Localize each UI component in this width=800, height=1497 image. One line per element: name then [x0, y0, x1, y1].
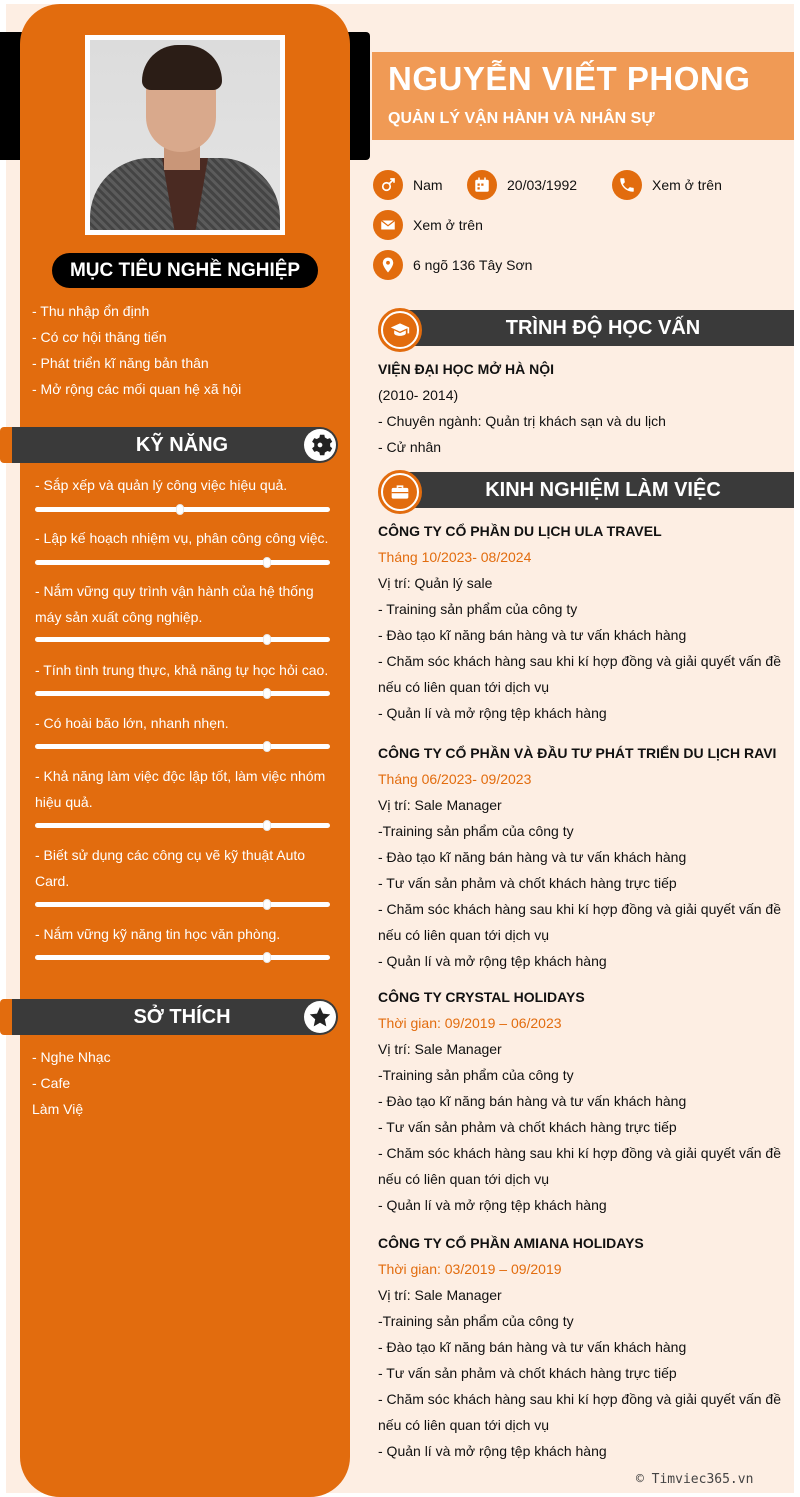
skill-level-knob [263, 741, 271, 752]
list-item: - Thu nhập ổn định [32, 303, 150, 319]
job-line: -Training sản phẩm của công ty [378, 1067, 574, 1083]
job-line: Vị trí: Sale Manager [378, 1041, 502, 1057]
list-item: - Cafe [32, 1075, 71, 1091]
job-date: Thời gian: 03/2019 – 09/2019 [378, 1261, 562, 1277]
job-line: - Quản lí và mở rộng tệp khách hàng [378, 953, 607, 969]
skill-level-knob [263, 952, 271, 963]
star-icon [304, 1001, 336, 1033]
job-line: - Đào tạo kĩ năng bán hàng và tư vấn khách hàng [378, 1093, 687, 1109]
job-line: - Quản lí và mở rộng tệp khách hàng [378, 1443, 607, 1459]
graduation-cap-icon [383, 313, 417, 347]
job-line: - Đào tạo kĩ năng bán hàng và tư vấn khách hàng [378, 627, 687, 643]
gender-info [373, 170, 443, 200]
list-item: - Mở rộng các mối quan hệ xã hội [32, 381, 242, 397]
hobbies-header [12, 999, 338, 1035]
address-text: 6 ngõ 136 Tây Sơn [413, 257, 533, 273]
calendar-icon [467, 170, 497, 200]
skill-text: - Có hoài bão lớn, nhanh nhẹn. [35, 715, 229, 731]
skill-text: - Nắm vững quy trình vận hành của hệ thống máy sản xuất công nghiệp. [35, 583, 314, 625]
skill-text: - Biết sử dụng các công cụ vẽ kỹ thuật Auto Card. [35, 847, 306, 889]
job-entry [378, 984, 788, 1218]
skill-level-knob [263, 557, 271, 568]
job-line: - Training sản phẩm của công ty [378, 601, 578, 617]
gender-icon [373, 170, 403, 200]
job-line: - Tư vấn sản phảm và chốt khách hàng trực tiếp [378, 1119, 677, 1135]
skill-text: - Lập kế hoạch nhiệm vụ, phân công công việc. [35, 530, 329, 546]
skill-level-bar [35, 507, 330, 512]
location-pin-icon [373, 250, 403, 280]
experience-title: KINH NGHIỆM LÀM VIỆC [485, 479, 721, 501]
email-text: Xem ở trên [413, 217, 483, 233]
skill-level-knob [263, 634, 271, 645]
birthday-text: 20/03/1992 [507, 177, 578, 193]
full-name: NGUYỄN VIẾT PHONG [388, 60, 751, 97]
skill-text: - Khả năng làm việc độc lập tốt, làm việc nhóm hiệu quả. [35, 768, 326, 810]
address-info [373, 250, 532, 280]
hobbies-list [32, 1044, 111, 1122]
footer-watermark: © Timviec365.vn [636, 1472, 754, 1487]
skill-level-bar [35, 823, 330, 828]
company-name: CÔNG TY CỔ PHẦN VÀ ĐẦU TƯ PHÁT TRIỂN DU LỊCH RAVI [378, 745, 777, 761]
education-line: - Chuyên ngành: Quản trị khách sạn và du lịch [378, 413, 666, 429]
job-line: Vị trí: Quản lý sale [378, 575, 493, 591]
list-item: - Có cơ hội thăng tiến [32, 329, 167, 345]
skill-level-knob [176, 504, 184, 515]
skill-text: - Nắm vững kỹ năng tin học văn phòng. [35, 926, 281, 942]
job-date: Tháng 10/2023- 08/2024 [378, 549, 532, 565]
header-box [372, 52, 794, 140]
education-line: - Cử nhân [378, 439, 442, 455]
list-item: - Phát triển kĩ năng bản thân [32, 355, 209, 371]
phone-text: Xem ở trên [652, 177, 722, 193]
school-years: (2010- 2014) [378, 387, 459, 403]
job-line: -Training sản phẩm của công ty [378, 1313, 574, 1329]
job-line: - Quản lí và mở rộng tệp khách hàng [378, 705, 607, 721]
job-date: Tháng 06/2023- 09/2023 [378, 771, 532, 787]
company-name: CÔNG TY CRYSTAL HOLIDAYS [378, 989, 585, 1005]
list-item: Làm Việ [32, 1101, 84, 1117]
skill-level-bar [35, 637, 330, 642]
company-name: CÔNG TY CỔ PHẦN AMIANA HOLIDAYS [378, 1235, 644, 1251]
objective-list [32, 298, 241, 402]
job-line: - Đào tạo kĩ năng bán hàng và tư vấn khách hàng [378, 849, 687, 865]
school-name: VIỆN ĐẠI HỌC MỞ HÀ NỘI [378, 361, 555, 377]
phone-icon [612, 170, 642, 200]
job-line: - Quản lí và mở rộng tệp khách hàng [378, 1197, 607, 1213]
skill-level-bar [35, 744, 330, 749]
job-line: -Training sản phẩm của công ty [378, 823, 574, 839]
job-entry [378, 740, 788, 974]
experience-header [378, 470, 794, 508]
skills-header [12, 427, 338, 463]
job-line: - Chăm sóc khách hàng sau khi kí hợp đồng và giải quyết vấn đề nếu có liên quan tới dịch vụ [378, 653, 781, 695]
education-title: TRÌNH ĐỘ HỌC VẤN [505, 317, 701, 339]
skill-level-knob [263, 899, 271, 910]
job-title: QUẢN LÝ VẬN HÀNH VÀ NHÂN SỰ [388, 110, 655, 127]
job-date: Thời gian: 09/2019 – 06/2023 [378, 1015, 562, 1031]
email-info [373, 210, 483, 240]
job-line: - Đào tạo kĩ năng bán hàng và tư vấn khách hàng [378, 1339, 687, 1355]
skill-level-bar [35, 691, 330, 696]
profile-photo [90, 40, 280, 230]
hobbies-title: SỞ THÍCH [133, 1006, 231, 1028]
mail-icon [373, 210, 403, 240]
gear-icon [304, 429, 336, 461]
job-line: - Tư vấn sản phảm và chốt khách hàng trực tiếp [378, 875, 677, 891]
birthday-info [467, 170, 577, 200]
skill-level-knob [263, 688, 271, 699]
objective-title: MỤC TIÊU NGHỀ NGHIỆP [52, 253, 318, 288]
company-name: CÔNG TY CỔ PHẦN DU LỊCH ULA TRAVEL [378, 523, 662, 539]
skill-text: - Tính tình trung thực, khả năng tự học hỏi cao. [35, 662, 329, 678]
list-item: - Nghe Nhạc [32, 1049, 111, 1065]
job-entry [378, 1230, 788, 1464]
job-line: - Tư vấn sản phảm và chốt khách hàng trực tiếp [378, 1365, 677, 1381]
education-header [378, 308, 794, 346]
phone-info [612, 170, 722, 200]
skills-title: KỸ NĂNG [135, 434, 229, 456]
education-content [378, 356, 788, 460]
job-line: Vị trí: Sale Manager [378, 1287, 502, 1303]
job-line: - Chăm sóc khách hàng sau khi kí hợp đồng và giải quyết vấn đề nếu có liên quan tới dịch vụ [378, 901, 781, 943]
job-entry [378, 518, 788, 726]
decor-black-left [0, 32, 22, 160]
skill-level-bar [35, 955, 330, 960]
gender-text: Nam [413, 177, 443, 193]
avatar [85, 35, 285, 235]
job-line: - Chăm sóc khách hàng sau khi kí hợp đồng và giải quyết vấn đề nếu có liên quan tới dịch vụ [378, 1145, 781, 1187]
skill-level-bar [35, 560, 330, 565]
skill-text: - Sắp xếp và quản lý công việc hiệu quả. [35, 477, 288, 493]
skill-level-bar [35, 902, 330, 907]
skill-level-knob [263, 820, 271, 831]
job-line: Vị trí: Sale Manager [378, 797, 502, 813]
briefcase-icon [383, 475, 417, 509]
job-line: - Chăm sóc khách hàng sau khi kí hợp đồng và giải quyết vấn đề nếu có liên quan tới dịch vụ [378, 1391, 781, 1433]
